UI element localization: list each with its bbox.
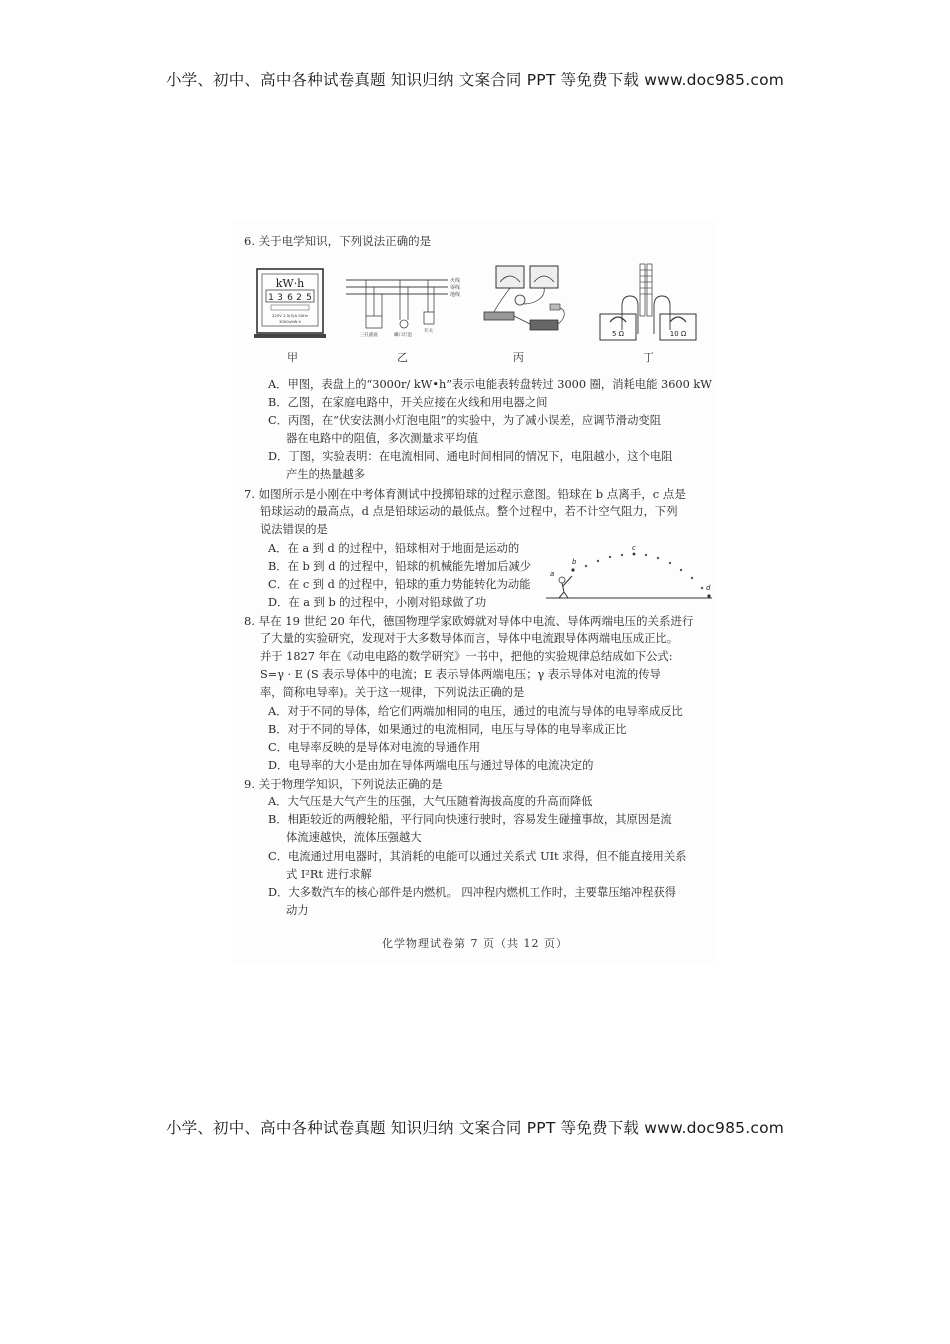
figure-yi-circuit bbox=[346, 274, 470, 340]
point-c-label: c bbox=[632, 544, 636, 552]
q9-option-d-cont: 动力 bbox=[286, 904, 309, 917]
wire-label-neutral: 零线 bbox=[450, 285, 461, 291]
meter-spec-line1: 220V 2.5(5)A 50Hz bbox=[272, 313, 308, 318]
q6-option-d-cont: 产生的热量越多 bbox=[286, 468, 366, 481]
q7-option-d: D．在 a 到 b 的过程中，小刚对铅球做了功 bbox=[268, 596, 487, 609]
figure-label-ding: 丁 bbox=[643, 351, 654, 364]
q6-option-c: C．丙图，在“伏安法测小灯泡电阻”的实验中，为了减小误差，应调节滑动变阻 bbox=[268, 414, 661, 427]
q9-option-a: A．大气压是大气产生的压强，大气压随着海拔高度的升高而降低 bbox=[268, 795, 593, 808]
meter-digit: 1 bbox=[268, 293, 274, 303]
q7-option-c: C．在 c 到 d 的过程中，铅球的重力势能转化为动能 bbox=[268, 578, 531, 591]
q8-option-d: D．电导率的大小是由加在导体两端电压与通过导体的电流决定的 bbox=[268, 759, 594, 772]
page-footer: 化学物理试卷第 7 页（共 12 页） bbox=[382, 937, 568, 950]
q8-stem-line1: 8. 早在 19 世纪 20 年代，德国物理学家欧姆就对导体中电流、导体两端电压的关系进行 bbox=[244, 614, 694, 628]
header-banner: 小学、初中、高中各种试卷真题 知识归纳 文案合同 PPT 等免费下载 www.doc985.com bbox=[165, 71, 785, 89]
q8-option-c: C．电导率反映的是导体对电流的导通作用 bbox=[268, 741, 480, 754]
q6-option-d: D．丁图，实验表明：在电流相同、通电时间相同的情况下，电阻越小，这个电阻 bbox=[268, 450, 673, 463]
meter-digit: 2 bbox=[296, 293, 302, 303]
q8-stem-line4: S=γ · E (S 表示导体中的电流；E 表示导体两端电压；γ 表示导体对电流的传导 bbox=[260, 668, 661, 681]
q9-option-c-cont: 式 I²Rt 进行求解 bbox=[286, 868, 372, 881]
figure-label-jia: 甲 bbox=[287, 351, 298, 364]
point-d-label: d bbox=[706, 584, 711, 592]
wire-label-live: 火线 bbox=[450, 278, 461, 284]
wire-label-ground: 地线 bbox=[450, 292, 461, 298]
q8-option-b: B．对于不同的导体，如果通过的电流相同，电压与导体的电导率成正比 bbox=[268, 723, 627, 736]
q9-option-c: C．电流通过用电器时，其消耗的电能可以通过关系式 UIt 求得，但不能直接用关系 bbox=[268, 850, 687, 863]
q9-option-d: D．大多数汽车的核心部件是内燃机。 四冲程内燃机工作时，主要靠压缩冲程获得 bbox=[268, 886, 677, 899]
q7-stem-line1: 7. 如图所示是小刚在中考体育测试中投掷铅球的过程示意图。铅球在 b 点离手，c 点是 bbox=[244, 487, 686, 501]
point-b-label: b bbox=[572, 558, 577, 566]
meter-digit: 3 bbox=[277, 293, 283, 303]
q6-option-b: B．乙图，在家庭电路中，开关应接在火线和用电器之间 bbox=[268, 396, 548, 409]
q9-option-b-cont: 体流速越快，流体压强越大 bbox=[286, 831, 422, 844]
q8-stem-line5: 率，简称电导率)。关于这一规律，下列说法正确的是 bbox=[260, 686, 525, 699]
q6-option-c-cont: 器在电路中的阻值，多次测量求平均值 bbox=[286, 432, 479, 445]
q7-stem-line2: 铅球运动的最高点，d 点是铅球运动的最低点。整个过程中，若不计空气阻力，下列 bbox=[260, 505, 678, 518]
figure-bing-ammeter-setup bbox=[474, 264, 574, 340]
q7-option-a: A．在 a 到 d 的过程中，铅球相对于地面是运动的 bbox=[268, 542, 520, 555]
q8-option-a: A．对于不同的导体，给它们两端加相同的电压，通过的电流与导体的电导率成反比 bbox=[268, 705, 683, 718]
resistor-label-5: 5 Ω bbox=[611, 330, 625, 338]
figure-jia-meter bbox=[256, 268, 326, 346]
figure-label-bing: 丙 bbox=[513, 351, 524, 364]
meter-spec-line2: 3000r/kW·h bbox=[278, 319, 302, 324]
meter-digit: 6 bbox=[287, 293, 293, 303]
figure-ding-joule-heating bbox=[596, 264, 700, 344]
device-label-switch: 开关 bbox=[424, 329, 433, 334]
figure-shot-put-trajectory bbox=[546, 546, 714, 602]
q9-option-b: B．相距较近的两艘轮船，平行同向快速行驶时，容易发生碰撞事故，其原因是流 bbox=[268, 813, 672, 826]
figure-label-yi: 乙 bbox=[397, 351, 408, 364]
q8-stem-line2: 了大量的实验研究，发现对于大多数导体而言，导体中电流跟导体两端电压成正比。 bbox=[260, 632, 678, 645]
meter-digit: 5 bbox=[306, 293, 312, 303]
q7-stem-line3: 说法错误的是 bbox=[260, 523, 328, 536]
device-label-socket: 三孔插座 bbox=[360, 333, 378, 338]
resistor-label-10: 10 Ω bbox=[669, 330, 687, 338]
meter-unit: kW·h bbox=[275, 277, 305, 290]
device-label-bulb: 螺口灯泡 bbox=[394, 333, 412, 338]
q7-option-b: B．在 b 到 d 的过程中，铅球的机械能先增加后减少 bbox=[268, 560, 532, 573]
footer-banner: 小学、初中、高中各种试卷真题 知识归纳 文案合同 PPT 等免费下载 www.doc985.com bbox=[165, 1119, 785, 1137]
q9-stem: 9. 关于物理学知识，下列说法正确的是 bbox=[244, 777, 443, 791]
q8-stem-line3: 并于 1827 年在《动电电路的数学研究》一书中，把他的实验规律总结成如下公式: bbox=[260, 650, 673, 663]
point-a-label: a bbox=[550, 570, 555, 578]
q6-option-a: A．甲图，表盘上的“3000r/ kW•h”表示电能表转盘转过 3000 圈，消耗电能 3600 kW bbox=[268, 378, 712, 391]
q6-stem: 6. 关于电学知识，下列说法正确的是 bbox=[244, 234, 432, 248]
